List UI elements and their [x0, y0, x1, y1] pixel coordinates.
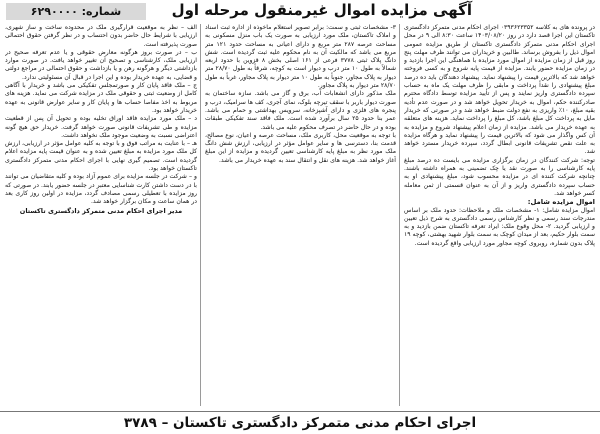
- signature-line: مدیر اجرای احکام مدنی متمرکز دادگستری تاکستان: [19, 206, 183, 215]
- column-divider: [399, 24, 400, 406]
- left-column: [5, 24, 197, 406]
- notice-body: [5, 24, 595, 406]
- paragraph: هـ – با عنایت به مراتب فوق و با توجه به کلیه عوامل مؤثر در ارزیابی، ارزش کل ملک مورد مزایده به مبلغ تعیین شده و به عنوان قیمت پایه مزایده اعلام گردیده است. تصمیم گیری نهایی با اجرای احکام مدنی متمرکز دادگستری تاکستان خواهد بود.: [5, 140, 197, 173]
- paragraph: ج – ملک فاقد پایان کار و صورتمجلس تفکیکی می باشد و خریدار با آگاهی کامل از وضعیت ثبتی و حقوقی ملک در مزایده شرکت می نماید. هزینه های مربوط به اخذ مفاصا حساب ها و پایان کار و سایر عوارض قانونی به عهده خریدار خواهد بود.: [5, 82, 197, 114]
- column-divider: [200, 24, 201, 406]
- notice-header: [0, 0, 600, 22]
- paragraph: ملک مذکور دارای انشعابات آب، برق و گاز می باشد. سازه ساختمان به صورت دیوار باربر با سقف تیرچه بلوک، نمای آجری، کف ها سرامیک، درب و پنجره های فلزی و دارای آشپزخانه، سرویس بهداشتی و حمام می باشد. عمر بنا حدود ۲۵ سال برآورد شده است. ملک فاقد سند تفکیکی طبقات بوده و در حال حاضر در تصرف محکوم علیه می باشد.: [205, 90, 396, 131]
- page-title: آگهی مزایده اموال غیرمنقول مرحله اول: [171, 1, 472, 19]
- paragraph: ۳- مشخصات ثبتی و سمت: برابر تصویر استعلام ماخوذه از اداره ثبت اسناد و املاک تاکستان، ملک مورد ارزیابی به صورت یک باب منزل مسکونی به مساحت عرصه ۲۸۷ متر مربع و دارای اعیانی به مساحت حدود ۱۲۱ متر مربع می باشد که مالکیت آن به نام محکوم علیه ثبت گردیده است. شش دانگ پلاک ثبتی ۳۷۷۸ فرعی از ۱۶۱ اصلی بخش ۸ قزوین با حدود اربعه شمالاً به طول ۱۰ متر درب و دیوار است به کوچه، شرقاً به طول ۲۸/۷۰ متر دیوار به پلاک مجاور، جنوباً به طول ۱۰ متر دیوار به پلاک مجاور، غرباً به طول ۲۸/۷۰ متر دیوار به پلاک مجاور.: [205, 24, 396, 90]
- paragraph: در پرونده های به کلاسه ۰۳۹۳۶۲۳۳۵۲ اجرای احکام مدنی متمرکز دادگستری تاکستان این اجرا قصد دارد در روز ۱۴۰۳/۰۸/۲۰ ساعت ۸:۳۰ الی ۹ در محل اجرای احکام مدنی متمرکز دادگستری تاکستان از طریق مزایده عمومی اموال ذیل را بفروش برساند. طالبین و خریداران می توانند ظرف مهلت پنج روز قبل از زمان مزایده از اموال مورد مزایده با هماهنگی این اجرا بازدید و در زمان مزایده حضور یابند. مزایده از قیمت پایه شروع و به کسی فروخته خواهد شد که بالاترین قیمت را پیشنهاد نماید. پیشنهاد دهندگان باید ده درصد مبلغ پیشنهادی را نقداً پرداخت و مابقی را ظرف مهلت یک ماه به حساب سپرده دادگستری واریز نمایند و پس از تأیید مزایده توسط دادگاه محترم صادرکننده حکم، اموال به خریدار تحویل خواهد شد و در صورت عدم تأدیه بقیه مبلغ، ۱۰٪ واریزی به نفع دولت ضبط خواهد شد و در صورتی که خریدار مایل به پرداخت کل مبلغ باشد، کل مبلغ را پرداخت نماید. هزینه های متعلقه به عهده خریدار می باشد. مزایده از زمان اعلام پیشنهاد شروع و مزایده به آن کس واگذار می شود که بالاترین قیمت را پیشنهاد نماید و هرگاه مزایده به علت نقص تشریفات قانونی ابطال گردد، سپرده خریدار مسترد خواهد شد.: [404, 24, 595, 156]
- paragraph: توجه: شرکت کنندگان در زمان برگزاری مزایده می بایست ده درصد مبلغ پایه کارشناسی را به صورت نقد یا چک تضمینی به همراه داشته باشند. چنانچه شرکت کننده ای در مزایده محسوب شود، مبلغ پیشنهادی او به حساب سپرده دادگستری واریز و از آن به عنوان قسمتی از ثمن معامله کسر خواهد شد.: [404, 156, 595, 197]
- paragraph: الف – نظر به موقعیت قرارگیری ملک در محدوده ساخت و ساز شهری، ارزیابی با شرایط حال حاضر بدون احتساب و در نظر گرفتن حقوق احتمالی صورت پذیرفته است.: [5, 24, 197, 48]
- footer-banner: اجرای احکام مدنی متمرکز دادگستری تاکستان – ۳۷۸۹: [0, 411, 600, 434]
- middle-column: [205, 24, 396, 406]
- paragraph: د – ملک مورد مزایده فاقد اوراق تخلیه بوده و تحویل آن پس از قطعیت مزایده و طی تشریفات قانونی صورت خواهد گرفت. خریدار حق هیچ گونه اعتراضی نسبت به وضعیت موجود ملک نخواهد داشت.: [5, 115, 197, 139]
- section-subheading: اموال مزایده شامل:: [527, 198, 595, 207]
- paragraph: اموال مزایده شامل: ۱- مشخصات ملک و ملاحظات: حدود ملک بر اساس مندرجات سند رسمی و نظر کارشناس رسمی دادگستری به شرح ذیل تعیین و ارزیابی گردید. ۲- محل وقوع ملک: ایراد تعرفه تاکستان ضمن بازدید و به سمت بلوار حکیم، بعد از میدان کوچک به سمت بلوار شهید بهشتی، کوچه ۱۹ پلاک بدون شماره، روبروی کوچه مجاور مورد ارزیابی واقع گردیده است.: [404, 206, 595, 247]
- paragraph: و – شرکت در جلسه مزایده برای عموم آزاد بوده و کلیه متقاضیان می توانند با در دست داشتن کارت شناسایی معتبر در جلسه حضور یابند. در صورتی که روز مزایده با تعطیلی رسمی مصادف گردد، مزایده در اولین روز کاری بعد در همان ساعت و مکان برگزار خواهد شد.: [5, 173, 197, 206]
- notice-number-badge: شماره: ۶۲۹۰۰۰۰: [6, 3, 146, 20]
- right-column: [404, 24, 595, 406]
- paragraph: ب – در صورت بروز هرگونه معارض حقوقی و یا عدم تعرفه صحیح در ارزیابی ملک، کارشناسی و تصحیح آن تغییر خواهد یافت. در صورت موارد بازداشتی دیگر و هرگونه رهن و یا بازداشت و حقوق احتمالی در مراجع دولتی و قضایی، به عهده خریدار بوده و این اجرا در قبال آن مسئولیتی ندارد.: [5, 48, 197, 81]
- paragraph: با توجه به موقعیت محل، کاربری ملک، مساحت عرصه و اعیان، نوع مصالح، قدمت بنا، دسترسی ها و سایر عوامل مؤثر در ارزیابی، ارزش شش دانگ ملک مورد نظر به مبلغ پایه کارشناسی تعیین گردیده و مزایده از این مبلغ آغاز خواهد شد. هزینه های نقل و انتقال سند به عهده خریدار می باشد.: [205, 131, 396, 164]
